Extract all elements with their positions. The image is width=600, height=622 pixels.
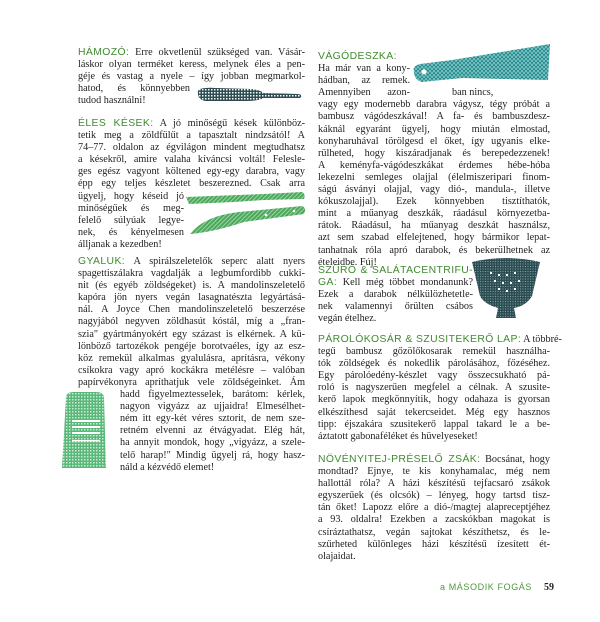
text-line [78, 203, 184, 215]
body-text: ügyelj, hogy késeid jó [78, 190, 184, 202]
text-line [78, 256, 305, 268]
body-text: spagettiszálakra vagdalják a legbumfordibb cukki- [78, 268, 305, 280]
text-line [78, 227, 184, 239]
text-line [120, 425, 305, 437]
text-line [120, 413, 305, 425]
text-line [318, 160, 550, 172]
text-line [78, 377, 305, 389]
body-text: lekezelni semleges olajjal (élelmiszeripari finom- [318, 171, 550, 183]
text-line [78, 166, 305, 178]
page-number: 59 [544, 582, 554, 593]
text-line [78, 47, 305, 59]
text-line [318, 196, 550, 208]
body-text: 74–77. oldalon az égvilágon mindent megtudhatsz [78, 142, 305, 154]
text-line [318, 539, 550, 551]
body-text: nek, és kényelmesen [78, 226, 184, 238]
section-heading: ÉLES KÉSEK: [78, 118, 154, 129]
body-text: Erre okvetlenül szükséged van. Vásár- [135, 47, 306, 58]
body-text: hallottál róla? A házi készítésű tejfacsaró zsákok [318, 478, 550, 490]
knives-illustration [184, 188, 308, 238]
body-text: A többré- [523, 334, 562, 345]
body-text: egyszerűek (és olcsók) – lényeg, hogy tartsd tisz- [318, 490, 550, 502]
text-line [318, 490, 550, 502]
body-text: lönböző tartozékok pengéje borotvaéles, így az esz- [78, 340, 305, 352]
body-text: géje és vastag a nyele – így jobban megmarkol- [78, 71, 305, 83]
text-line [318, 136, 550, 148]
text-line [78, 154, 305, 166]
text-line [318, 334, 562, 346]
body-text: tanhatnak róla apró darabok, és bekerülhetnek az [318, 244, 550, 256]
text-line [318, 419, 550, 431]
section-heading-continued: GA: [318, 277, 338, 289]
section-heading: PÁROLÓKOSÁR & SZUSITEKERŐ LAP: [318, 334, 522, 345]
colander-illustration [470, 256, 542, 322]
body-text: Amennyiben azon- [318, 87, 410, 99]
body-text: nál. A Joyce Chen mandolinszeletelő beszerzése [78, 304, 305, 316]
text-line [78, 329, 305, 341]
text-line [318, 382, 550, 394]
section-heading: HÁMOZÓ: [78, 47, 130, 58]
body-text: ságú ásványi olajjal, vagy dió-, mandula-, illetve [318, 184, 550, 196]
body-text: ételeidbe. Fúj! [318, 256, 377, 268]
text-line [78, 239, 184, 251]
text-line [318, 466, 550, 478]
text-line [78, 280, 305, 292]
body-text: szia" gyártmányokért egy százast is elkérnek. A kü- [78, 328, 305, 340]
text-line [120, 450, 305, 462]
text-line [78, 95, 190, 107]
text-line [78, 304, 305, 316]
text-line [318, 220, 550, 232]
section-heading: SZŰRŐ & SALÁTACENTRIFU- [318, 265, 473, 276]
body-text: csíráztathatsz, vegán sajtokat készíthetsz, és le- [318, 526, 550, 538]
text-line [78, 83, 190, 95]
peeler-illustration [196, 86, 304, 104]
body-text: láskor olyan terméket keress, melynek éles a pen- [78, 59, 305, 71]
body-text: tipp: éjszakára szusitekerő lappal takard le a be- [318, 418, 550, 430]
body-text: A keményfa-vágódeszkákat érdemes hébe-hóba [318, 159, 550, 171]
body-text: hádban, az remek. [318, 75, 410, 87]
body-text: rátok. Ráadásul, ha műanyag deszkát használsz, [318, 220, 550, 232]
text-line [78, 316, 305, 328]
section-heading: NÖVÉNYITEJ-PRÉSELŐ ZSÁK: [318, 454, 481, 465]
text-line [318, 527, 550, 539]
text-line [318, 313, 473, 325]
text-line [318, 454, 550, 466]
body-text: retném elvenni az étvágyadat. Elég hát, [120, 425, 305, 437]
text-line [78, 118, 305, 130]
body-text: nek valamennyi őrülten csábos [318, 301, 473, 313]
text-line [120, 462, 305, 474]
body-text: tudod használni! [78, 95, 146, 107]
body-text: roló is nagyszerűen megfelel a célnak. A szusite- [318, 382, 550, 394]
text-line [318, 514, 550, 526]
body-text: épp egy teljes készletet beszerezned. Csak arra [78, 178, 305, 190]
body-text: vegán ételhez. [318, 313, 377, 325]
body-text: ha annyit mondok, hogy „vigyázz, a szele- [120, 437, 305, 449]
body-text: káknál egyaránt ügyelj, hogy miután elmostad, [318, 123, 550, 135]
text-line [318, 124, 550, 136]
body-text: kapóra jön nyers vegán lasagnatészta legyártásá- [78, 292, 305, 304]
text-line [318, 502, 550, 514]
text-line [318, 148, 550, 160]
body-text-continuation: ban nincs, [452, 87, 494, 99]
body-text: tán őket! Lapozz előre a dió-/magtej alapreceptjéhez [318, 502, 550, 514]
body-text: minőségűek és meg- [78, 202, 184, 214]
section-p-rol-kos-r-szusiteker-lap [318, 334, 562, 443]
page-footer [440, 582, 554, 592]
text-line [120, 437, 305, 449]
body-text: Ezek a darabok nélkülözhetetle- [318, 289, 473, 301]
text-line [318, 232, 550, 244]
text-line [318, 478, 550, 490]
body-text: Kell még többet mondanunk? [342, 277, 474, 289]
text-line [78, 292, 305, 304]
text-line [78, 142, 305, 154]
body-text: nagyjából negyven zöldhasút kóstál, míg a „fran- [78, 316, 305, 328]
body-text: csíkokra vagy apró kockákra metélésre – valóban [78, 364, 305, 376]
body-text: kókuszolajjal). Ezek könnyebben tisztíthatók, [318, 196, 550, 208]
body-text: nit (és egyéb zöldségeket) is. A mandolinszeletelő [78, 280, 305, 292]
body-text: áztatott gabonaféléket és hüvelyeseket! [318, 430, 478, 442]
body-text: ges egész vagyont költened egy-egy darabra, vagy [78, 166, 305, 178]
body-text: mint a műanyag deszkák, ráadásul környezetba- [318, 208, 550, 220]
body-text: tetik meg a zöldfülűt a tapasztalt nindzsától! A [78, 130, 305, 142]
body-text: a késekről, amire valaha kíváncsi voltál! Felesle- [78, 154, 305, 166]
body-text: konyharuhával törölgesd el őket, így ugyanis elke- [318, 135, 550, 147]
text-line [318, 551, 550, 563]
text-line [78, 365, 305, 377]
body-text: Ha már van a kony- [318, 63, 410, 75]
body-text: hadd figyelmeztesselek, barátom: kérlek, [120, 389, 305, 401]
body-text: A spirálszeletelők seperc alatt nyers [133, 256, 306, 267]
section-gyaluk [78, 256, 305, 474]
body-text: Bocsánat, hogy [485, 454, 550, 465]
text-line [78, 130, 305, 142]
text-line [120, 389, 305, 401]
body-text: Egy párolóedény-készlet vagy összecsukható pá- [318, 370, 550, 382]
text-line [318, 358, 550, 370]
text-line [318, 172, 550, 184]
body-text: tók zöldségek és nokedlik párolásához, főzéséhez. [318, 358, 550, 370]
body-text: tegű bambusz gőzölőkosarak remekül használha- [318, 346, 550, 358]
grater-illustration [60, 390, 108, 472]
text-line [78, 191, 184, 203]
text-line [78, 59, 305, 71]
body-text: vagy egy modernebb darabra vágysz, tégy próbát a [318, 99, 550, 111]
body-text: telő harap!" Mindig ügyelj rá, hogy hasz- [120, 449, 305, 461]
body-text: bambusz vágódeszkával! A fa- és bambuszdesz- [318, 111, 550, 123]
text-line [318, 289, 473, 301]
running-title: a MÁSODIK FOGÁS [440, 582, 533, 592]
text-line [318, 407, 550, 419]
text-line [318, 111, 550, 123]
text-line [78, 71, 305, 83]
body-text: olajaidat. [318, 550, 356, 562]
body-text: ném itt egy-két véres sztorit, de nem sze- [120, 413, 305, 425]
cutting-board-illustration [412, 42, 552, 88]
text-line [318, 370, 550, 382]
body-text: köz remekül alkalmas gyalulásra, aprításra, vékony [78, 352, 305, 364]
text-line [318, 394, 550, 406]
body-text: azt sem szabad elfelejtened, hogy bármikor lepat- [318, 232, 550, 244]
text-line [318, 184, 550, 196]
text-line [120, 401, 305, 413]
body-text: a 93. oldalra! Ezekben a zacskókban magokat is [318, 514, 550, 526]
text-line [78, 268, 305, 280]
text-line [78, 353, 305, 365]
body-text: rülheted, hogy kiszáradjanak és berepedezzenek! [318, 147, 550, 159]
text-line [318, 431, 550, 443]
body-text: náld a kézvédő elemet! [120, 461, 215, 473]
text-line [318, 245, 550, 257]
body-text: álljanak a kezedben! [78, 238, 162, 250]
text-line [318, 208, 550, 220]
text-line [318, 87, 494, 99]
text-line [78, 215, 184, 227]
body-text: nagyon vigyázz az ujjaidra! Elmesélhet- [120, 401, 305, 413]
body-text: mondtad? Ejnye, te kis konyhamalac, még nem [318, 466, 550, 478]
body-text: kerő lapok megkönnyítik, hogy odahaza is gyorsan [318, 394, 550, 406]
text-line [318, 346, 550, 358]
text-line [318, 75, 410, 87]
text-line [318, 277, 473, 289]
body-text: elkészíthesd saját tekercseidet. Még egy hasznos [318, 406, 550, 418]
section-heading: VÁGÓDESZKA: [318, 51, 397, 62]
body-text: papírvékonyra apríthatjuk vele zöldségeinket. Ám [78, 376, 305, 388]
text-line [318, 301, 473, 313]
body-text: hatod, és könnyebben [78, 83, 190, 95]
section-n-v-nyitej-pr-sel-zs-k [318, 454, 550, 563]
section-heading: GYALUK: [78, 256, 126, 267]
text-line [78, 341, 305, 353]
text-line [318, 63, 410, 75]
body-text: felelő súlyúak legye- [78, 214, 184, 226]
text-line [318, 99, 550, 111]
body-text: A jó minőségű kések különböz- [159, 118, 306, 129]
body-text: szűrheted különleges házi készítésű ízesített ét- [318, 538, 550, 550]
